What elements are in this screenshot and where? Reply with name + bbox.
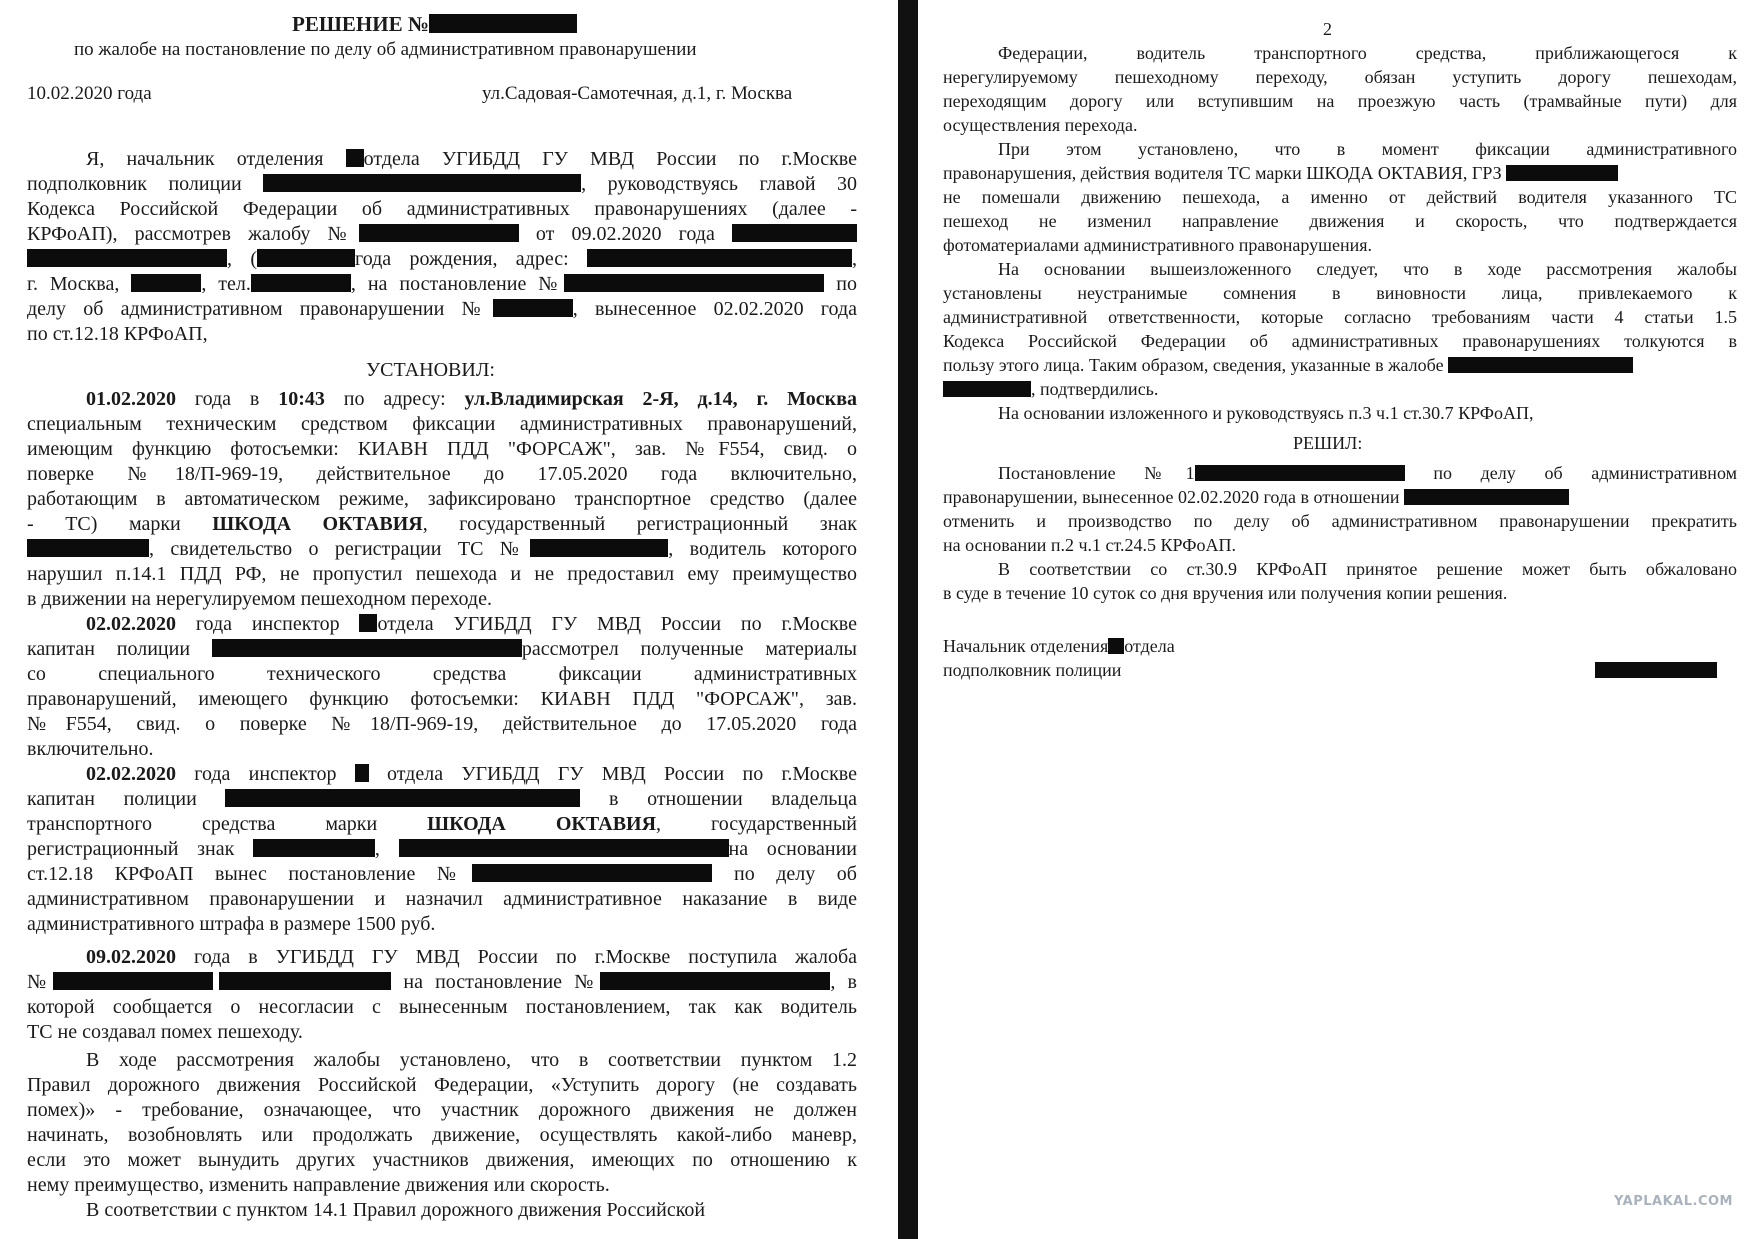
p1-line-4: поверке №18/П-969-19, действительное до 17.05.2020 года включительно, — [27, 463, 857, 485]
redacted-block — [1108, 638, 1124, 654]
redacted-block — [1448, 357, 1633, 373]
r-line-15: , подтвердились. — [943, 380, 1158, 398]
p3-line-6: административном правонарушении и назначил административное наказание в виде — [27, 888, 857, 910]
p2-line-2: капитан полиции рассмотрел полученные материалы — [27, 638, 857, 660]
redacted-block — [472, 864, 712, 882]
redacted-block — [1404, 489, 1569, 505]
redacted-block — [131, 274, 201, 292]
p1-line-2: специальным техническим средством фиксации административных правонарушений, — [27, 413, 857, 435]
redacted-block — [1195, 465, 1405, 481]
redacted-block — [1595, 662, 1717, 678]
intro-line-5: , ( года рождения, адрес: , — [27, 249, 857, 289]
p2-line-6: включительно. — [27, 738, 154, 760]
p1-line-3: имеющим функцию фотосъемки: КИАВН ПДД "ФОРСАЖ", зав. №F554, свид. о — [27, 438, 857, 460]
redacted-block — [943, 381, 1031, 397]
p3-line-4: регистрационный знак , на основании — [27, 838, 857, 860]
p5-line-4: начинать, возобновлять или продолжать движение, осуществлять какой-либо маневр, — [27, 1124, 857, 1146]
redacted-block — [359, 224, 519, 242]
p1-line-7: , свидетельство о регистрации ТС № , водитель которого — [27, 539, 857, 579]
p3-line-1: 02.02.2020 года инспектор отдела УГИБДД ГУ МВД России по г.Москве — [86, 763, 857, 785]
document-address: ул.Садовая-Самотечная, д.1, г. Москва — [482, 83, 793, 104]
document-subtitle: по жалобе на постановление по делу об административном правонарушении — [74, 39, 697, 60]
r-line-5: При этом установлено, что в момент фиксации административного — [998, 139, 1737, 159]
r-line-19: отменить и производство по делу об административном правонарушении прекратить — [943, 511, 1737, 531]
p5-line-3: помех)» - требование, означающее, что участник дорожного движения не должен — [27, 1099, 857, 1121]
p2-line-5: №F554, свид. о поверке №18/П-969-19, действительное до 17.05.2020 года — [27, 713, 857, 735]
signature-line-1: Начальник отделения отдела — [943, 636, 1175, 656]
heading-established: УСТАНОВИЛ: — [366, 359, 495, 381]
p3-line-3: транспортного средства марки ШКОДА ОКТАВИЯ, государственный — [27, 813, 858, 835]
p3-line-2: капитан полиции в отношении владельца — [27, 788, 858, 810]
redacted-block — [251, 274, 351, 292]
redacted-block — [346, 149, 364, 167]
r-line-17: Постановление №1 по делу об административном — [998, 463, 1737, 483]
signature-redacted — [1595, 661, 1717, 679]
redacted-block — [212, 639, 522, 657]
p3-line-5: ст.12.18 КРФоАП вынес постановление № по делу об — [27, 863, 857, 885]
p2-line-3: со специального технического средства фиксации административных — [27, 663, 857, 685]
page-number: 2 — [1323, 19, 1332, 39]
redacted-block — [27, 539, 149, 557]
p3-line-7: административного штрафа в размере 1500 руб. — [27, 913, 436, 935]
redacted-block — [1506, 165, 1618, 181]
redacted-block — [564, 274, 824, 292]
r-line-12: административной ответственности, которые согласно требованиям части 4 статьи 1.5 — [943, 307, 1737, 327]
r-line-18: правонарушении, вынесенное 02.02.2020 года в отношении — [943, 488, 1569, 506]
r-line-10: На основании вышеизложенного следует, что в ходе рассмотрения жалобы — [998, 259, 1737, 279]
document-title: РЕШЕНИЕ № — [292, 14, 577, 35]
p5-line-6: нему преимущество, изменить направление движения или скорость. — [27, 1174, 610, 1196]
r-line-8: пешеход не изменил направление движения и скорость, что подтверждается — [943, 211, 1737, 231]
watermark: YAPLAKAL.COM — [1614, 1194, 1733, 1209]
p4-line-2: № на постановление № , в — [27, 971, 858, 993]
redacted-block — [530, 539, 668, 557]
r-line-3: переходящим дорогу или вступившим на проезжую часть (трамвайные пути) для — [943, 91, 1737, 111]
p5-line-5: если это может вынудить других участников движения, имеющих по отношению к — [27, 1149, 857, 1171]
redacted-block — [219, 972, 391, 990]
r-line-21: В соответствии со ст.30.9 КРФоАП принятое решение может быть обжаловано — [998, 559, 1737, 579]
redacted-block — [429, 14, 577, 33]
intro-line-7: делу об административном правонарушении № , вынесенное 02.02.2020 года — [27, 298, 857, 320]
r-line-1: Федерации, водитель транспортного средства, приближающегося к — [998, 43, 1737, 63]
redacted-block — [53, 972, 213, 990]
signature-line-2: подполковник полиции — [943, 660, 1122, 680]
p4-line-4: ТС не создавал помех пешеходу. — [27, 1021, 303, 1043]
redacted-block — [359, 614, 377, 632]
p5-line-2: Правил дорожного движения Российской Федерации, «Уступить дорогу (не создавать — [27, 1074, 857, 1096]
redacted-block — [253, 839, 375, 857]
p4-line-1: 09.02.2020 года в УГИБДД ГУ МВД России по г.Москве поступила жалоба — [86, 946, 857, 968]
r-line-11: установлены неустранимые сомнения в виновности лица, привлекаемого к — [943, 283, 1737, 303]
redacted-block — [600, 972, 830, 990]
intro-line-1: Я, начальник отделения отдела УГИБДД ГУ МВД России по г.Москве — [86, 148, 857, 170]
redacted-block — [587, 249, 852, 267]
redacted-block — [493, 299, 573, 317]
intro-line-3: Кодекса Российской Федерации об административных правонарушениях (далее - — [27, 198, 857, 220]
intro-line-4: КРФоАП), рассмотрев жалобу № от 09.02.2020 года — [27, 224, 857, 264]
r-line-13: Кодекса Российской Федерации об административных правонарушениях толкуются в — [943, 331, 1737, 351]
page-divider — [898, 0, 918, 1239]
redacted-block — [27, 249, 227, 267]
r-line-6: правонарушения, действия водителя ТС марки ШКОДА ОКТАВИЯ, ГРЗ — [943, 164, 1618, 182]
p6-line-1: В соответствии с пунктом 14.1 Правил дорожного движения Российской — [86, 1199, 706, 1221]
right-page — [918, 0, 1755, 1239]
p4-line-3: которой сообщается о несогласии с вынесенным постановлением, так как водитель — [27, 996, 857, 1018]
document-date: 10.02.2020 года — [27, 83, 152, 104]
p1-line-6: - ТС) марки ШКОДА ОКТАВИЯ, государственный регистрационный знак — [27, 513, 857, 535]
r-line-7: не помешали движению пешехода, а именно от действий водителя указанного ТС — [943, 187, 1737, 207]
p1-line-9: в движении на нерегулируемом пешеходном переходе. — [27, 588, 492, 610]
intro-line-2: подполковник полиции , руководствуясь главой 30 — [27, 173, 857, 195]
intro-line-6: г. Москва, , тел. , на постановление № по — [27, 273, 858, 295]
p5-line-1: В ходе рассмотрения жалобы установлено, что в соответствии пунктом 1.2 — [86, 1049, 857, 1071]
r-line-20: на основании п.2 ч.1 ст.24.5 КРФоАП. — [943, 535, 1236, 555]
r-line-14: пользу этого лица. Таким образом, сведения, указанные в жалобе — [943, 356, 1633, 374]
r-line-2: нерегулируемому пешеходному переходу, обязан уступить дорогу пешеходам, — [943, 67, 1737, 87]
p1-line-8: нарушил п.14.1 ПДД РФ, не пропустил пешехода и не предоставил ему преимущество — [27, 563, 857, 585]
r-line-4: осуществления перехода. — [943, 115, 1138, 135]
r-line-16: На основании изложенного и руководствуясь п.3 ч.1 ст.30.7 КРФоАП, — [998, 403, 1534, 423]
p1-line-5: работающим в автоматическом режиме, зафиксировано транспортное средство (далее — [27, 488, 857, 510]
redacted-block — [399, 839, 729, 857]
redacted-block — [225, 789, 580, 807]
r-line-22: в суде в течение 10 суток со дня вручения или получения копии решения. — [943, 583, 1508, 603]
redacted-block — [257, 249, 355, 267]
intro-line-8: по ст.12.18 КРФоАП, — [27, 323, 208, 345]
p1-line-1: 01.02.2020 года в 10:43 по адресу: ул.Владимирская 2-Я, д.14, г. Москва — [86, 388, 857, 410]
p2-line-4: правонарушений, имеющего функцию фотосъемки: КИАВН ПДД "ФОРСАЖ", зав. — [27, 688, 857, 710]
redacted-block — [732, 224, 857, 242]
redacted-block — [263, 174, 581, 192]
p2-line-1: 02.02.2020 года инспектор отдела УГИБДД ГУ МВД России по г.Москве — [86, 613, 857, 635]
r-line-9: фотоматериалами административного правонарушения. — [943, 235, 1373, 255]
heading-decided: РЕШИЛ: — [1293, 433, 1363, 453]
redacted-block — [355, 764, 369, 782]
